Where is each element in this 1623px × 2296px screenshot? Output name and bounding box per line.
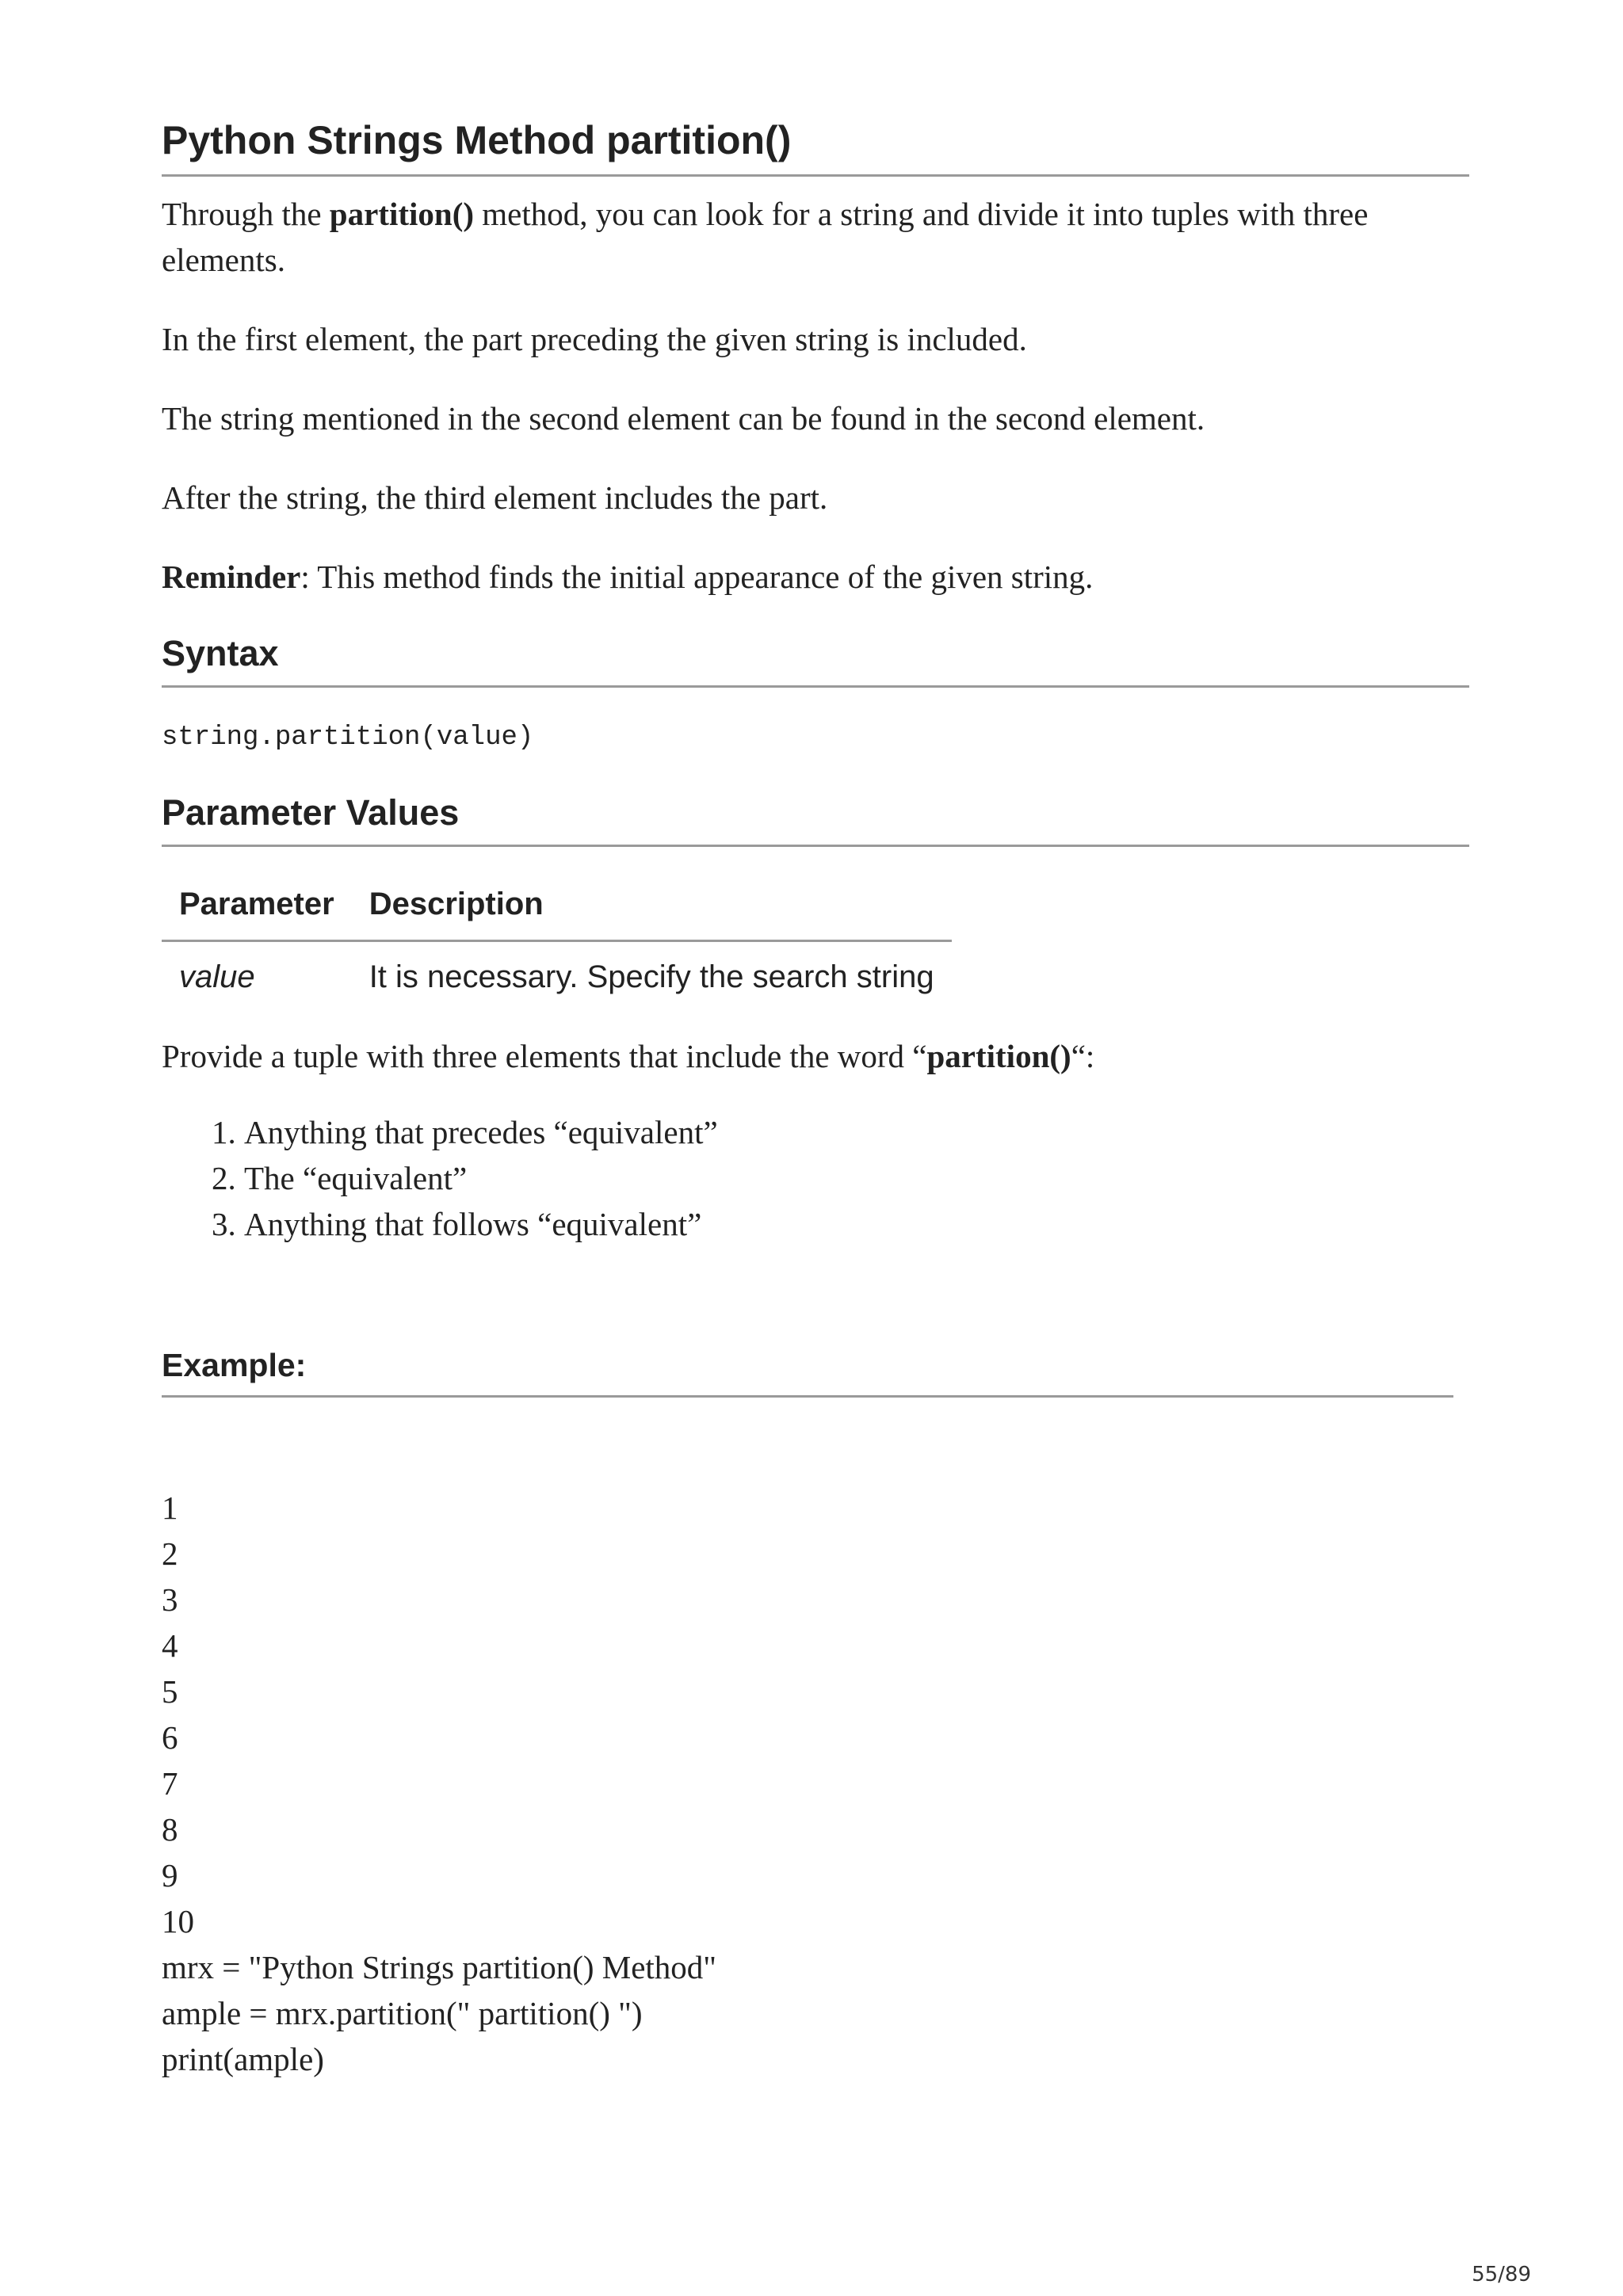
page-title: Python Strings Method partition() [162,0,1469,177]
list-item: 2. The “equivalent” [244,1155,1469,1201]
line-number: 9 [162,1857,178,1894]
parameter-values-heading: Parameter Values [162,792,1469,847]
document-page [162,0,1469,2082]
line-number: 3 [162,1581,178,1618]
code-line: mrx = "Python Strings partition() Method" [162,1949,717,1985]
intro-text: Through the [162,196,330,232]
syntax-code: string.partition(value) [162,723,534,753]
column-header-description: Description [352,887,952,941]
reminder-text: : This method finds the initial appearance of the given string. [300,559,1094,595]
provide-text-end: “: [1071,1038,1095,1074]
example-code-block [162,1485,1469,2082]
line-number: 4 [162,1627,178,1664]
parameter-description: It is necessary. Specify the search string [369,959,934,994]
intro-paragraph [162,191,1469,283]
code-line: print(ample) [162,2041,324,2077]
line-number: 8 [162,1811,178,1848]
code-line: ample = mrx.partition(" partition() ") [162,1995,643,2031]
example-heading: Example: [162,1347,1453,1398]
line-number: 2 [162,1535,178,1572]
line-number: 6 [162,1719,178,1756]
line-number: 7 [162,1765,178,1802]
table-row [162,941,952,996]
parameter-name: value [179,959,255,994]
parameter-table [162,887,952,995]
reminder-paragraph [162,554,1469,600]
paragraph-second-element: The string mentioned in the second element can be found in the second element. [162,400,1205,437]
column-header-parameter: Parameter [162,887,352,941]
intro-text-end: method, you can look for a string and divide it into tuples with three elements. [162,196,1369,278]
tuple-elements-list [162,1109,1469,1247]
reminder-label: Reminder [162,559,301,595]
line-number: 5 [162,1673,178,1710]
page-number: 55/89 [1472,2263,1531,2286]
intro-method-name: partition() [329,196,474,232]
list-item: 1. Anything that precedes “equivalent” [244,1109,1469,1155]
parameter-table-header [162,887,952,941]
list-item: 3. Anything that follows “equivalent” [244,1201,1469,1247]
paragraph-first-element: In the first element, the part preceding the given string is included. [162,321,1027,357]
provide-text: Provide a tuple with three elements that include the word “ [162,1038,927,1074]
paragraph-third-element: After the string, the third element includes the part. [162,479,828,516]
provide-paragraph [162,1033,1469,1079]
provide-method-name: partition() [926,1038,1071,1074]
syntax-heading: Syntax [162,633,1469,688]
line-number: 1 [162,1489,178,1526]
line-number: 10 [162,1903,194,1939]
